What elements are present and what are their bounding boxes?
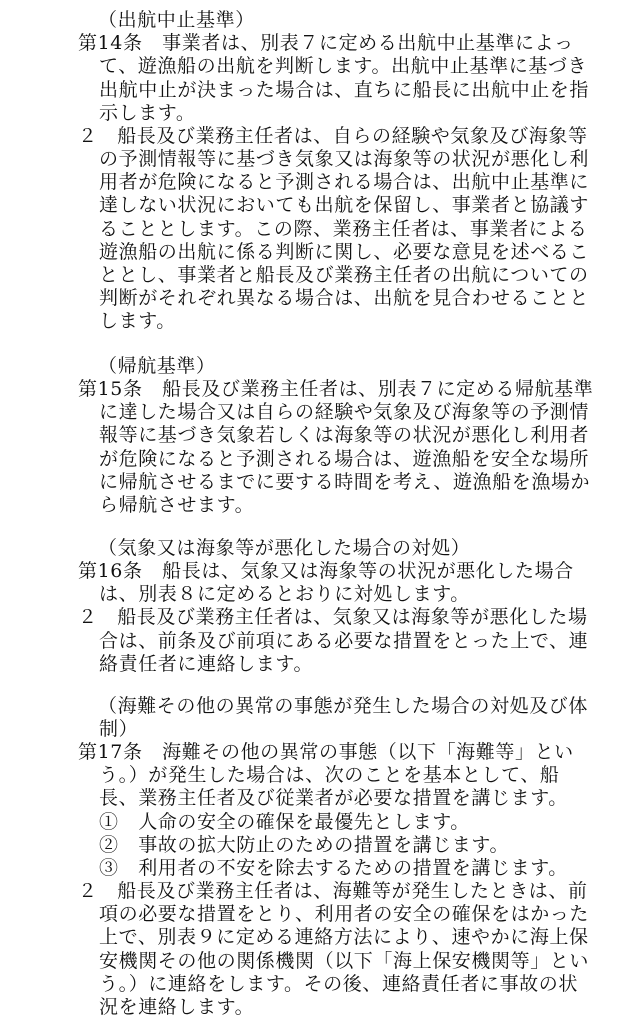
article-17-para2-line: 項の必要な措置をとり、利用者の安全の確保をはかった bbox=[99, 903, 590, 925]
article-17-item: ① 人命の安全の確保を最優先とします。 bbox=[99, 811, 470, 833]
article-14-para2-line: ２ 船長及び業務主任者は、自らの経験や気象及び海象等 bbox=[78, 125, 588, 147]
article-15-line: 第15条 船長及び業務主任者は、別表７に定める帰航基準 bbox=[78, 378, 594, 400]
heading-marine-accident: 制） bbox=[99, 718, 139, 740]
heading-return-criteria: （帰航基準） bbox=[98, 355, 216, 377]
article-15-line: が危険になると予測される場合は、遊漁船を安全な場所 bbox=[99, 448, 590, 470]
heading-weather-deterioration: （気象又は海象等が悪化した場合の対処） bbox=[98, 537, 471, 559]
article-15-line: ら帰航させます。 bbox=[99, 494, 255, 516]
article-17-para2-line: 況を連絡します。 bbox=[99, 996, 255, 1018]
article-14-para2-line: します。 bbox=[99, 310, 176, 332]
article-14-para2-line: の予測情報等に基づき気象又は海象等の状況が悪化し利 bbox=[99, 148, 590, 170]
article-16-para2-line: 絡責任者に連絡します。 bbox=[99, 653, 314, 675]
article-15-line: 報等に基づき気象若しくは海象等の状況が悪化し利用者 bbox=[99, 424, 590, 446]
article-14-para2-line: 判断がそれぞれ異なる場合は、出航を見合わせることと bbox=[99, 287, 590, 309]
article-17-para2-line: 上で、別表９に定める連絡方法により、速やかに海上保 bbox=[99, 926, 589, 948]
article-16-line: は、別表８に定めるとおりに対処します。 bbox=[99, 583, 470, 605]
article-17-line: 長、業務主任者及び従業者が必要な措置を講じます。 bbox=[99, 787, 568, 809]
article-16-para2-line: 合は、前条及び前項にある必要な措置をとった上で、連 bbox=[99, 630, 589, 652]
article-17-line: 第17条 海難その他の異常の事態（以下「海難等」とい bbox=[78, 741, 574, 763]
article-17-para2-line: ２ 船長及び業務主任者は、海難等が発生したときは、前 bbox=[78, 880, 588, 902]
article-17-para2-line: う。）に連絡をします。その後、連絡責任者に事故の状 bbox=[99, 973, 578, 995]
article-14-line: 示します。 bbox=[99, 102, 196, 124]
article-14-para2-line: 用者が危険になると予測される場合は、出航中止基準に bbox=[99, 171, 590, 193]
article-17-item: ② 事故の拡大防止のための措置を講じます。 bbox=[99, 834, 510, 856]
article-16-line: 第16条 船長は、気象又は海象等の状況が悪化した場合 bbox=[78, 560, 574, 582]
article-16-para2-line: ２ 船長及び業務主任者は、気象又は海象等が悪化した場 bbox=[78, 606, 588, 628]
heading-marine-accident: （海難その他の異常の事態が発生した場合の対処及び体 bbox=[98, 695, 589, 717]
article-14-line: 第14条 事業者は、別表７に定める出航中止基準によっ bbox=[78, 32, 574, 54]
article-14-line: て、遊漁船の出航を判断します。出航中止基準に基づき bbox=[99, 55, 588, 77]
article-15-line: に達した場合又は自らの経験や気象及び海象等の予測情 bbox=[99, 401, 590, 423]
article-14-para2-line: 遊漁船の出航に係る判断に関し、必要な意見を述べるこ bbox=[99, 241, 590, 263]
article-14-para2-line: ととし、事業者と船長及び業務主任者の出航についての bbox=[99, 264, 589, 286]
article-17-item: ③ 利用者の不安を除去するための措置を講じます。 bbox=[99, 857, 568, 879]
heading-departure-suspension: （出航中止基準） bbox=[98, 9, 255, 31]
article-14-para2-line: 達しない状況においても出航を保留し、事業者と協議す bbox=[99, 194, 590, 216]
article-17-para2-line: 安機関その他の関係機関（以下「海上保安機関等」とい bbox=[99, 950, 590, 972]
article-14-para2-line: ることとします。この際、業務主任者は、事業者による bbox=[99, 218, 588, 240]
article-15-line: に帰航させるまでに要する時間を考え、遊漁船を漁場か bbox=[99, 471, 591, 493]
article-17-line: う。）が発生した場合は、次のことを基本として、船 bbox=[99, 764, 560, 786]
article-14-line: 出航中止が決まった場合は、直ちに船長に出航中止を指 bbox=[99, 79, 590, 101]
